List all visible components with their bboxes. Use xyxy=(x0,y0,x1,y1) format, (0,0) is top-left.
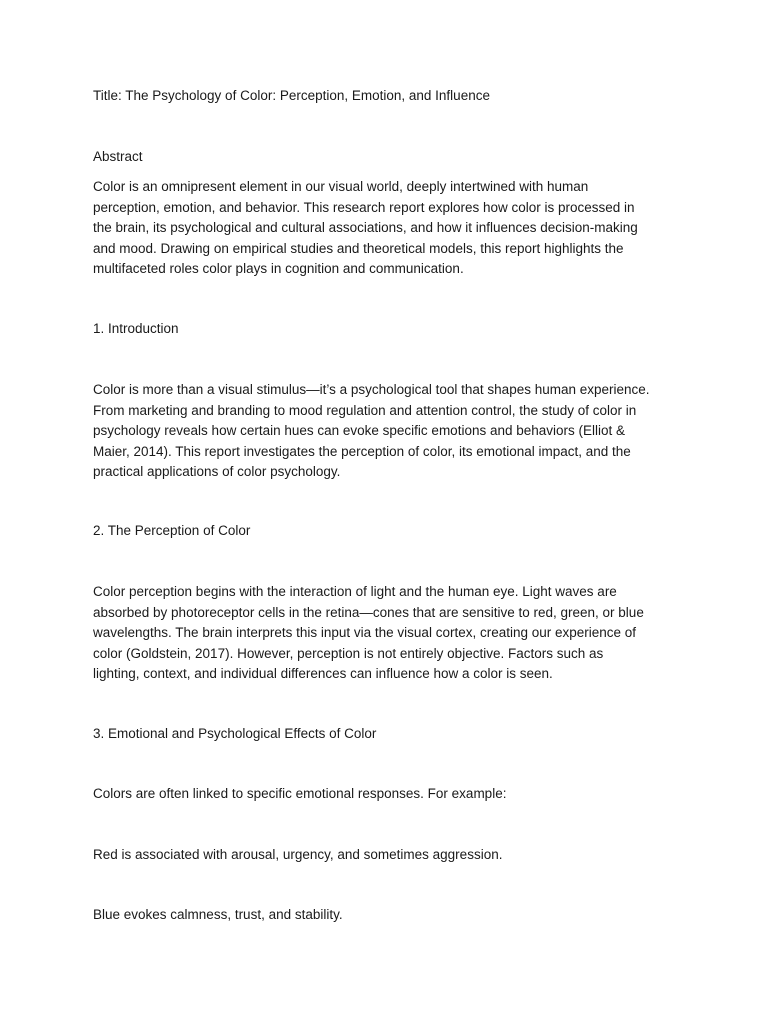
introduction-line: From marketing and branding to mood regulation and attention control, the study of color in xyxy=(93,402,637,418)
color-item-red: Red is associated with arousal, urgency, and sometimes aggression. xyxy=(93,847,503,862)
document-title: Title: The Psychology of Color: Perception, Emotion, and Influence xyxy=(93,88,490,103)
perception-line: wavelengths. The brain interprets this input via the visual cortex, creating our experience of xyxy=(93,625,637,640)
introduction-line: Color is more than a visual stimulus—it’s a psychological tool that shapes human experience. xyxy=(93,382,650,397)
emotional-effects-intro: Colors are often linked to specific emotional responses. For example: xyxy=(93,786,507,801)
introduction-line: Maier, 2014). This report investigates the perception of color, its emotional impact, and the xyxy=(93,443,631,459)
abstract-heading: Abstract xyxy=(93,149,143,164)
abstract-line: perception, emotion, and behavior. This research report explores how color is processed in xyxy=(93,199,635,215)
section-heading-perception: 2. The Perception of Color xyxy=(93,523,251,538)
abstract-line: multifaceted roles color plays in cognition and communication. xyxy=(93,261,464,276)
section-heading-emotional-effects: 3. Emotional and Psychological Effects of Color xyxy=(93,726,377,741)
introduction-line: psychology reveals how certain hues can evoke specific emotions and behaviors (Elliot & xyxy=(93,423,626,438)
perception-line: lighting, context, and individual differences can influence how a color is seen. xyxy=(93,666,553,681)
perception-line: color (Goldstein, 2017). However, perception is not entirely objective. Factors such as xyxy=(93,645,604,661)
color-item-blue: Blue evokes calmness, trust, and stability. xyxy=(93,907,343,922)
introduction-line: practical applications of color psychology. xyxy=(93,464,341,479)
abstract-line: Color is an omnipresent element in our visual world, deeply intertwined with human xyxy=(93,179,589,194)
perception-line: Color perception begins with the interaction of light and the human eye. Light waves are xyxy=(93,584,617,599)
section-heading-introduction: 1. Introduction xyxy=(93,321,179,336)
abstract-line: and mood. Drawing on empirical studies and theoretical models, this report highlights the xyxy=(93,240,624,256)
perception-line: absorbed by photoreceptor cells in the retina—cones that are sensitive to red, green, or blue xyxy=(93,604,644,620)
abstract-line: the brain, its psychological and cultural associations, and how it influences decision-making xyxy=(93,220,638,235)
